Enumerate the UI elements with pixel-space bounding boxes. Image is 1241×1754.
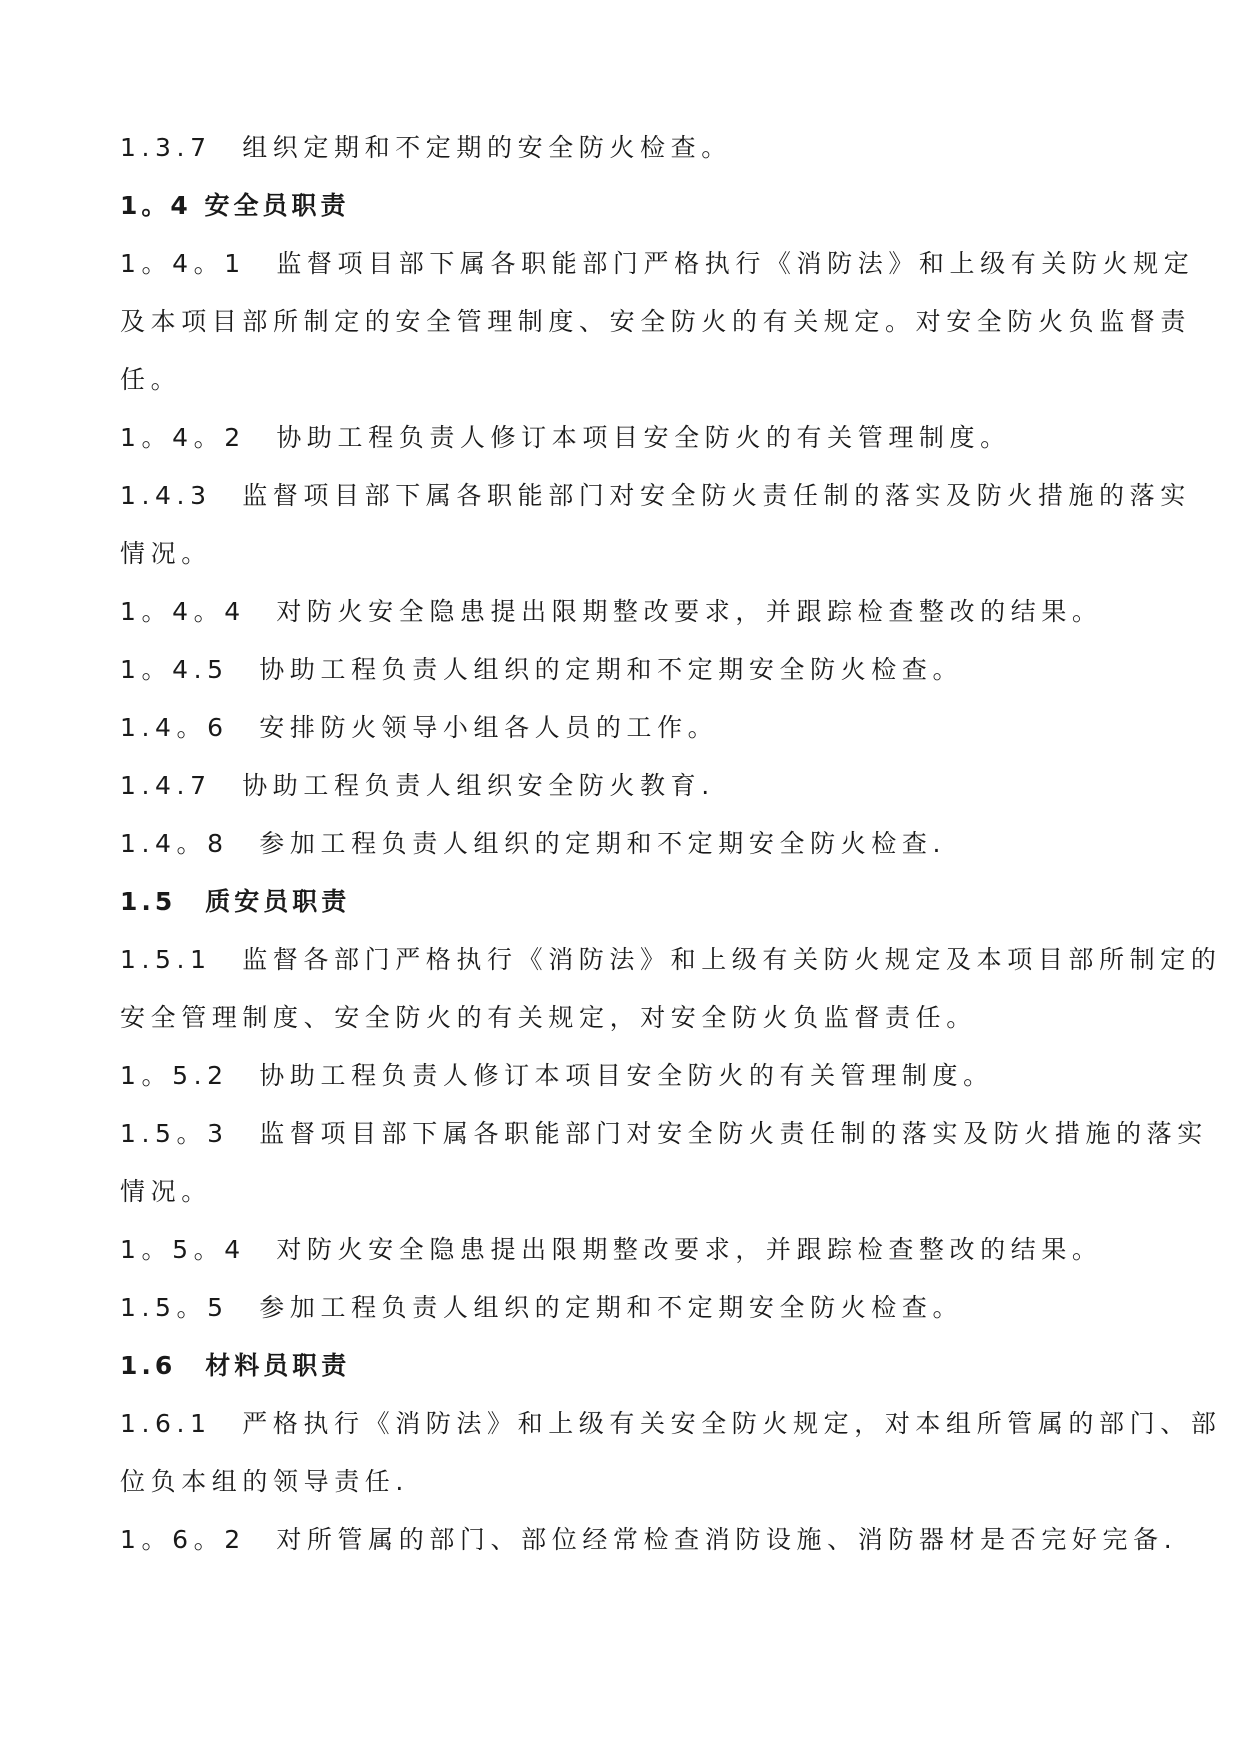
section-heading: 1.6 材料员职责 <box>120 1351 351 1380</box>
text-line: 位负本组的领导责任. <box>120 1467 409 1496</box>
text-line: 1.6.1 严格执行《消防法》和上级有关安全防火规定，对本组所管属的部门、部 <box>120 1409 1222 1438</box>
section-heading: 1。4 安全员职责 <box>120 191 350 220</box>
text-line: 1。6。2 对所管属的部门、部位经常检查消防设施、消防器材是否完好完备. <box>120 1525 1178 1554</box>
text-line: 1。5。4 对防火安全隐患提出限期整改要求，并跟踪检查整改的结果。 <box>120 1235 1103 1264</box>
text-line: 1。4。1 监督项目部下属各职能部门严格执行《消防法》和上级有关防火规定 <box>120 249 1195 278</box>
text-line: 1.5.1 监督各部门严格执行《消防法》和上级有关防火规定及本项目部所制定的 <box>120 945 1222 974</box>
text-line: 1.4。8 参加工程负责人组织的定期和不定期安全防火检查. <box>120 829 947 858</box>
text-line: 1.3.7 组织定期和不定期的安全防火检查。 <box>120 133 732 162</box>
text-line: 1。5.2 协助工程负责人修订本项目安全防火的有关管理制度。 <box>120 1061 994 1090</box>
text-line: 1。4。2 协助工程负责人修订本项目安全防火的有关管理制度。 <box>120 423 1011 452</box>
text-line: 1.4。6 安排防火领导小组各人员的工作。 <box>120 713 719 742</box>
text-line: 安全管理制度、安全防火的有关规定，对安全防火负监督责任。 <box>120 1003 977 1032</box>
text-line: 1.5。5 参加工程负责人组织的定期和不定期安全防火检查。 <box>120 1293 964 1322</box>
section-heading: 1.5 质安员职责 <box>120 887 351 916</box>
text-line: 1.4.3 监督项目部下属各职能部门对安全防火责任制的落实及防火措施的落实 <box>120 481 1191 510</box>
text-line: 及本项目部所制定的安全管理制度、安全防火的有关规定。对安全防火负监督责 <box>120 307 1192 336</box>
text-line: 1。4.5 协助工程负责人组织的定期和不定期安全防火检查。 <box>120 655 964 684</box>
text-line: 情况。 <box>120 1177 212 1206</box>
text-line: 情况。 <box>120 539 212 568</box>
text-line: 1。4。4 对防火安全隐患提出限期整改要求，并跟踪检查整改的结果。 <box>120 597 1103 626</box>
text-line: 1.5。3 监督项目部下属各职能部门对安全防火责任制的落实及防火措施的落实 <box>120 1119 1208 1148</box>
text-line: 1.4.7 协助工程负责人组织安全防火教育. <box>120 771 715 800</box>
text-line: 任。 <box>120 365 182 394</box>
